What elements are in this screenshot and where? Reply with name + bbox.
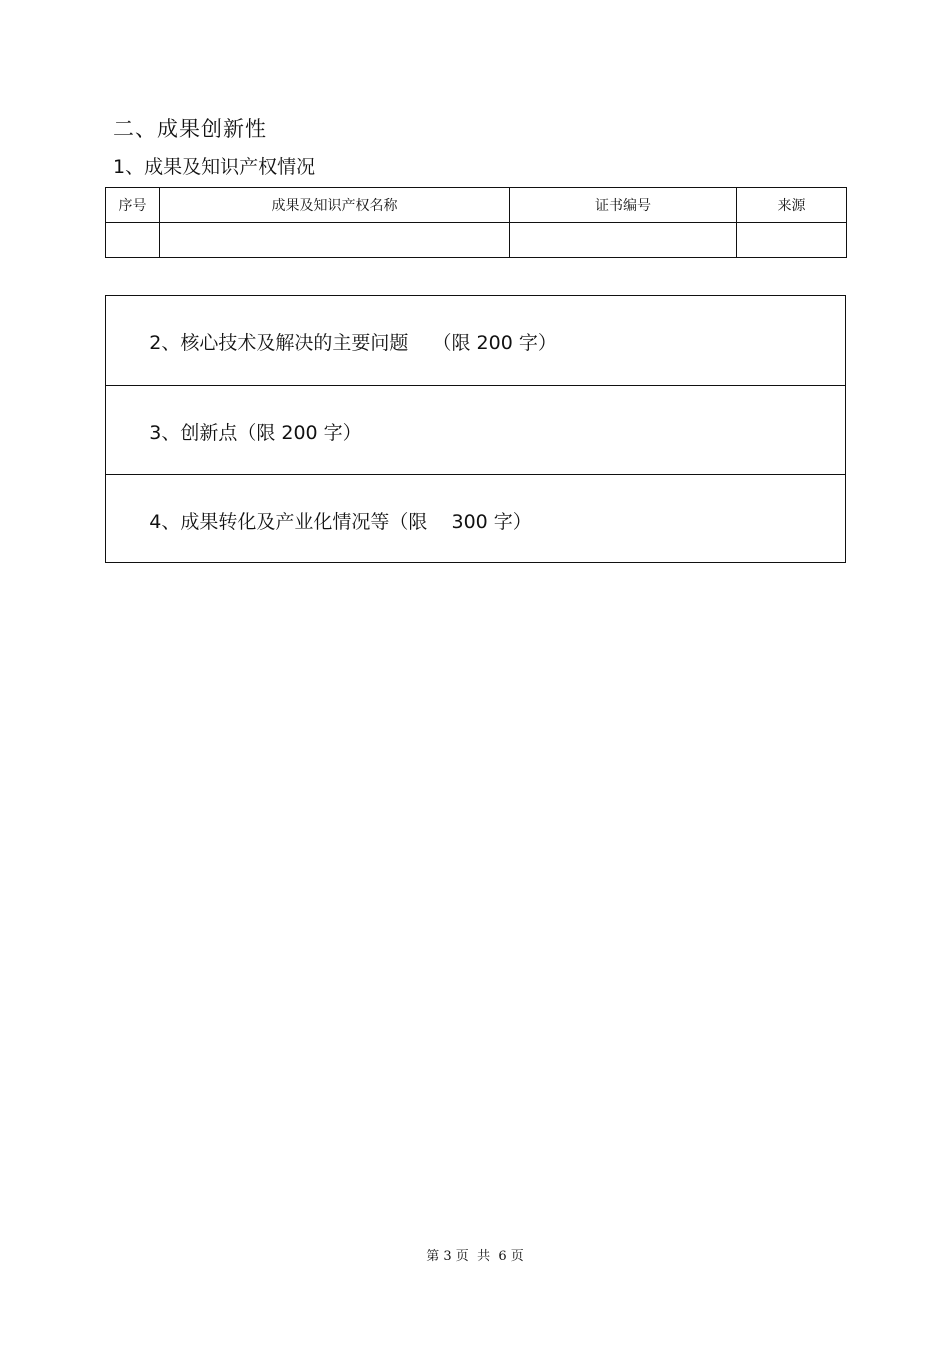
core-technology-label: 2、核心技术及解决的主要问题 （限 200 字） (149, 332, 557, 354)
innovation-points-label: 3、创新点（限 200 字） (149, 422, 362, 444)
column-header-source: 来源 (737, 188, 847, 223)
commercialization-label: 4、成果转化及产业化情况等（限 300 字） (149, 511, 532, 533)
commercialization-box[interactable] (106, 475, 845, 562)
table-row (106, 223, 847, 258)
column-header-name: 成果及知识产权名称 (160, 188, 510, 223)
table-cell-source[interactable] (737, 223, 847, 258)
column-header-certificate-number: 证书编号 (510, 188, 737, 223)
page-number-footer: 第 3 页 共 6 页 (426, 1249, 524, 1264)
column-header-index: 序号 (106, 188, 160, 223)
core-technology-box[interactable] (106, 296, 845, 386)
innovation-points-box[interactable] (106, 386, 845, 475)
table-header-row (106, 188, 847, 223)
section-heading: 二、成果创新性 (113, 117, 267, 141)
ip-table (105, 187, 847, 258)
table-cell-index[interactable] (106, 223, 160, 258)
table-cell-name[interactable] (160, 223, 510, 258)
table-cell-certificate-number[interactable] (510, 223, 737, 258)
ip-table-heading: 1、成果及知识产权情况 (113, 156, 316, 178)
text-boxes (105, 295, 846, 563)
